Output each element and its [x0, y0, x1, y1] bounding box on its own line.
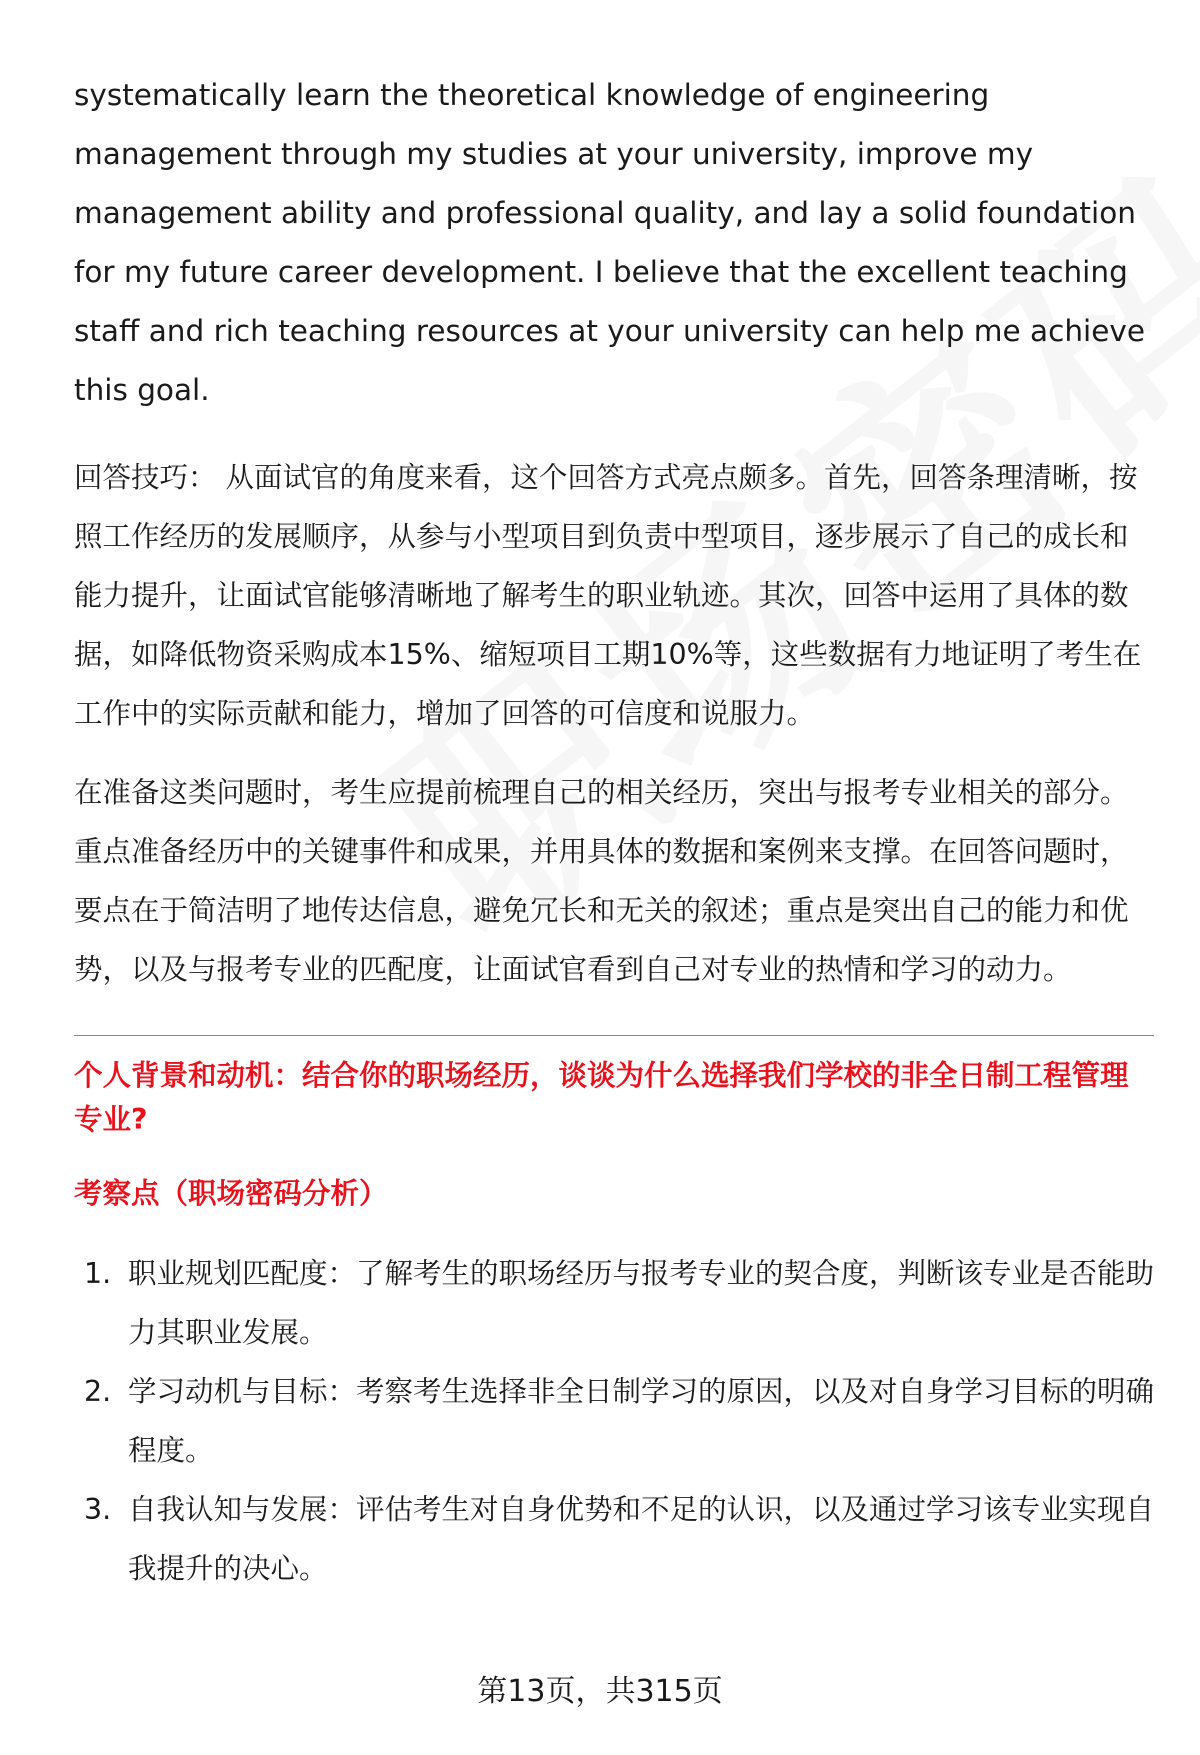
- list-item-number: 3.: [84, 1493, 112, 1526]
- question-heading: 个人背景和动机：结合你的职场经历，谈谈为什么选择我们学校的非全日制工程管理专业?: [74, 1059, 1129, 1136]
- assessment-points-heading: 考察点（职场密码分析）: [74, 1177, 388, 1210]
- list-item: [74, 1480, 1154, 1598]
- paragraph-answer-tips: 回答技巧： 从面试官的角度来看，这个回答方式亮点颇多。首先，回答条理清晰，按照工作经历的发展顺序，从参与小型项目到负责中型项目，逐步展示了自己的成长和能力提升，让面试官能够清晰地了解考生的职业轨迹。其次，回答中运用了具体的数据，如降低物资采购成本15%、缩短项目工期10%等，这些数据有力地证明了考生在工作中的实际贡献和能力，增加了回答的可信度和说服力。: [74, 461, 1142, 730]
- list-item-number: 1.: [84, 1257, 112, 1290]
- list-item: [74, 1244, 1154, 1362]
- page-content: [74, 66, 1154, 1598]
- list-item: [74, 1362, 1154, 1480]
- paragraph-preparation-advice: 在准备这类问题时，考生应提前梳理自己的相关经历，突出与报考专业相关的部分。重点准备经历中的关键事件和成果，并用具体的数据和案例来支撑。在回答问题时，要点在于简洁明了地传达信息，避免冗长和无关的叙述；重点是突出自己的能力和优势，以及与报考专业的匹配度，让面试官看到自己对专业的热情和学习的动力。: [74, 776, 1129, 986]
- list-item-text: 自我认知与发展：评估考生对自身优势和不足的认识，以及通过学习该专业实现自我提升的决心。: [128, 1493, 1155, 1585]
- page-number-footer: 第13页，共315页: [477, 1674, 723, 1709]
- section-divider: [74, 1035, 1154, 1036]
- paragraph-answer-english: systematically learn the theoretical knowledge of engineering management through my studies at your university, improve my management ability and professional quality, and lay a solid foundation for my future career development. I believe that the excellent teaching staff and rich teaching resources at your university can help me achieve this goal.: [74, 78, 1146, 407]
- list-item-number: 2.: [84, 1375, 112, 1408]
- list-item-text: 职业规划匹配度：了解考生的职场经历与报考专业的契合度，判断该专业是否能助力其职业发展。: [128, 1257, 1155, 1349]
- assessment-points-list: [74, 1244, 1154, 1598]
- list-item-text: 学习动机与目标：考察考生选择非全日制学习的原因，以及对自身学习目标的明确程度。: [128, 1375, 1155, 1467]
